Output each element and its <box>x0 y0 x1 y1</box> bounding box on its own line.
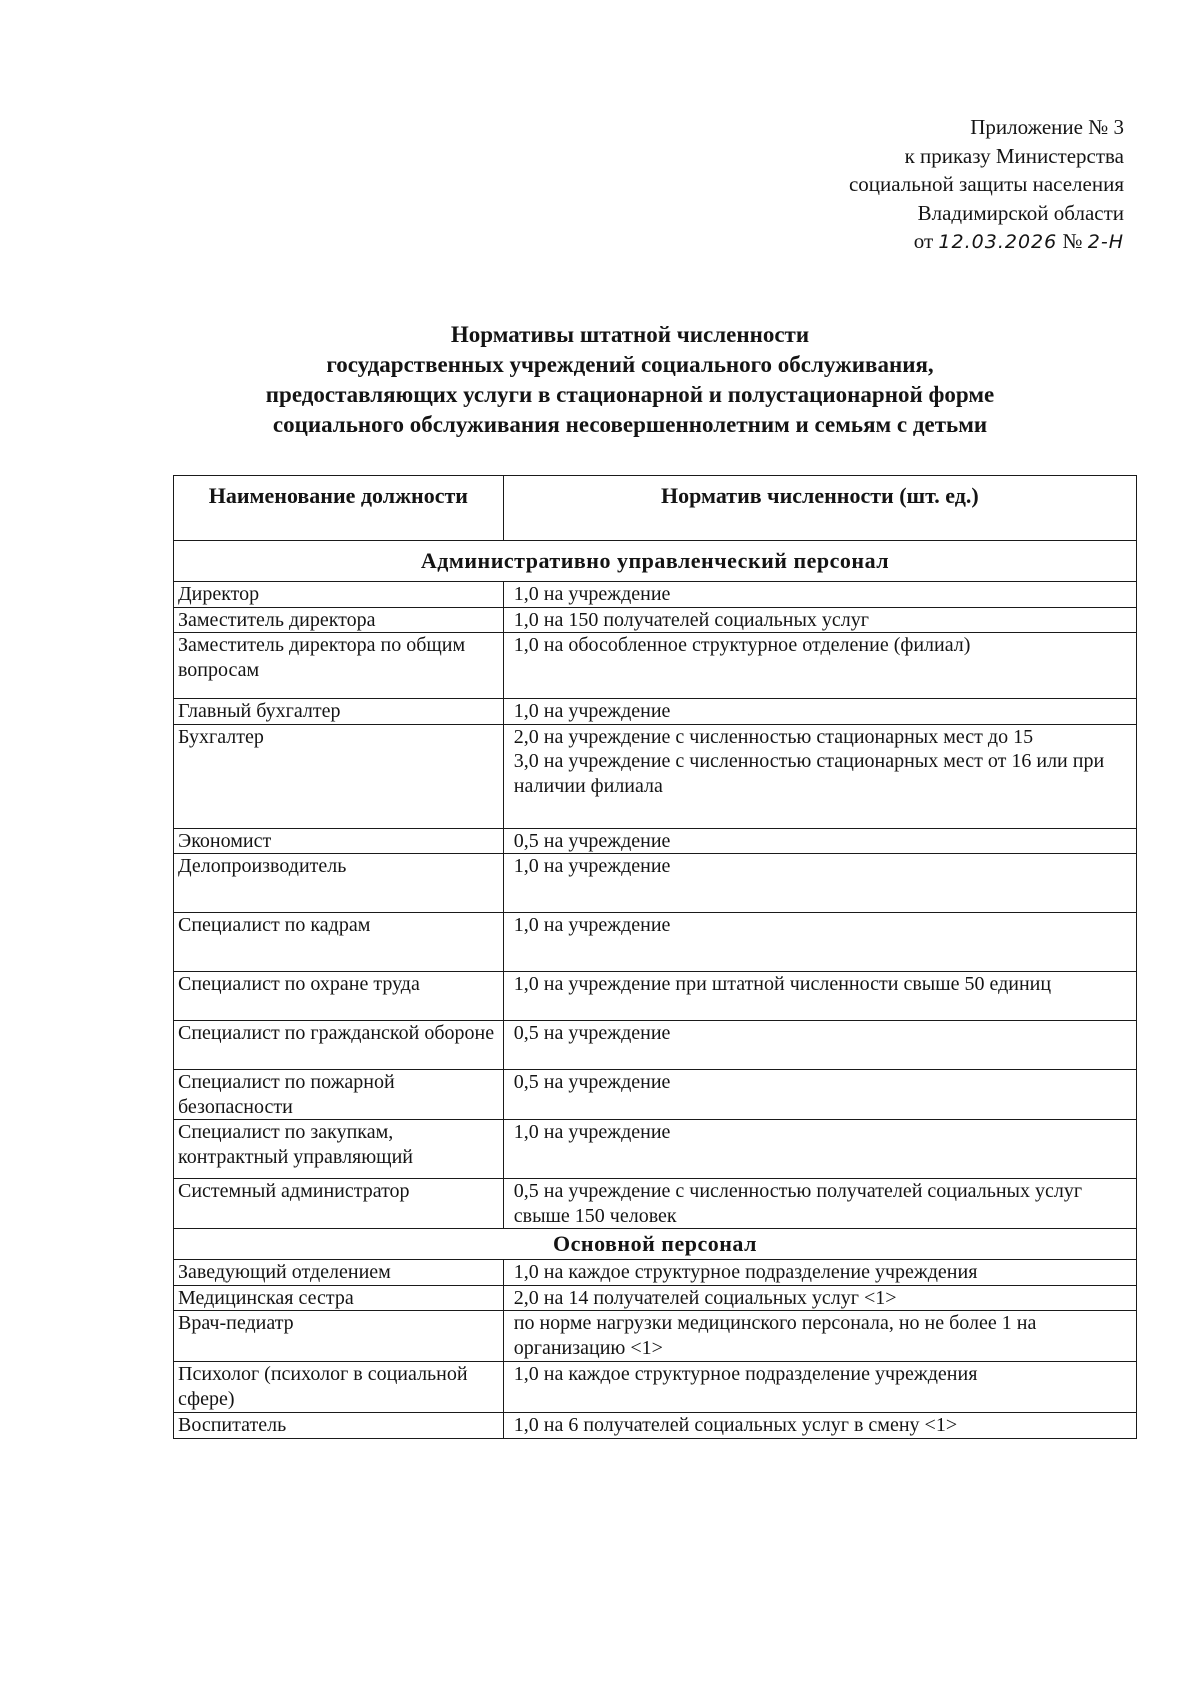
norm-text: 0,5 на учреждение <box>513 1022 671 1044</box>
main-table-row <box>174 1285 1137 1311</box>
norm-text: 1,0 на 6 получателей социальных услуг в смену <1> <box>513 1414 958 1436</box>
appendix-block <box>704 113 1124 257</box>
section-admin-title: Административно управленческий персонал <box>174 541 1137 582</box>
position-cell: Заведующий отделением <box>174 1260 504 1286</box>
norm-text: 1,0 на учреждение при штатной численности свыше 50 единиц <box>513 973 1052 995</box>
main-table-row <box>174 1260 1137 1286</box>
admin-table-row <box>174 724 1137 828</box>
main-table-row <box>174 1311 1137 1362</box>
title-line-3: предоставляющих услуги в стационарной и полустационарной форме <box>265 382 995 407</box>
norm-cell <box>503 972 1136 1021</box>
admin-table-row <box>174 582 1137 608</box>
norm-cell <box>503 607 1136 633</box>
section-main-row <box>174 1229 1137 1260</box>
appendix-line-4: Владимирской области <box>917 200 1124 225</box>
position-cell: Воспитатель <box>174 1413 504 1439</box>
norm-cell <box>503 1179 1136 1229</box>
admin-table-row <box>174 828 1137 854</box>
norm-cell <box>503 1311 1136 1362</box>
norm-cell <box>503 724 1136 828</box>
norm-text: 1,0 на учреждение <box>513 1121 671 1143</box>
position-cell: Главный бухгалтер <box>174 699 504 725</box>
header-position: Наименование должности <box>174 476 504 541</box>
admin-table-row <box>174 607 1137 633</box>
main-table-row <box>174 1362 1137 1413</box>
admin-table-row <box>174 699 1137 725</box>
title-line-1: Нормативы штатной численности <box>450 322 810 347</box>
admin-table-row <box>174 1070 1137 1120</box>
norm-cell <box>503 633 1136 699</box>
norm-text: 1,0 на каждое структурное подразделение учреждения <box>513 1363 978 1385</box>
norm-cell <box>503 699 1136 725</box>
norm-text: 1,0 на обособленное структурное отделение (филиал) <box>513 634 971 656</box>
date-prefix: от <box>913 229 934 253</box>
norm-text: 1,0 на учреждение <box>513 700 671 722</box>
appendix-line-1: Приложение № 3 <box>970 115 1124 139</box>
main-table-row <box>174 1413 1137 1439</box>
position-cell: Делопроизводитель <box>174 854 504 913</box>
section-main-title: Основной персонал <box>174 1229 1137 1260</box>
norm-text: 0,5 на учреждение <box>513 829 671 852</box>
position-cell: Медицинская сестра <box>174 1285 504 1311</box>
norm-text: 1,0 на 150 получателей социальных услуг <box>513 608 869 631</box>
position-cell: Специалист по кадрам <box>174 913 504 972</box>
admin-table-row <box>174 1179 1137 1229</box>
norm-cell <box>503 582 1136 608</box>
position-cell: Специалист по гражданской обороне <box>174 1021 504 1070</box>
admin-table-row <box>174 854 1137 913</box>
document-title <box>150 320 1110 440</box>
norm-text: 2,0 на учреждение с численностью стационарных мест до 15 <box>513 725 1034 748</box>
admin-table-row <box>174 1120 1137 1179</box>
title-line-2: государственных учреждений социального обслуживания, <box>326 352 934 377</box>
norm-text: 0,5 на учреждение с численностью получателей социальных услуг свыше 150 человек <box>513 1180 1083 1227</box>
norm-cell <box>503 1120 1136 1179</box>
admin-table-row <box>174 633 1137 699</box>
position-cell: Специалист по охране труда <box>174 972 504 1021</box>
admin-table-row <box>174 1021 1137 1070</box>
norm-cell <box>503 1285 1136 1311</box>
order-number-handwritten: 2-Н <box>1087 231 1124 253</box>
norm-cell <box>503 1021 1136 1070</box>
title-line-4: социального обслуживания несовершеннолетним и семьям с детьми <box>272 412 988 437</box>
norm-cell <box>503 1070 1136 1120</box>
norm-cell <box>503 828 1136 854</box>
admin-table-row <box>174 913 1137 972</box>
appendix-line-2: к приказу Министерства <box>904 143 1124 168</box>
position-cell: Специалист по пожарной безопасности <box>174 1070 504 1120</box>
position-cell: Врач-педиатр <box>174 1311 504 1362</box>
norm-text: 1,0 на учреждение <box>513 855 671 877</box>
position-cell: Директор <box>174 582 504 608</box>
norm-text: 1,0 на каждое структурное подразделение учреждения <box>513 1261 978 1283</box>
order-date-handwritten: 12.03.2026 <box>938 231 1058 253</box>
appendix-line-3: социальной защиты населения <box>848 172 1124 196</box>
position-cell: Экономист <box>174 828 504 854</box>
number-prefix: № <box>1062 229 1083 253</box>
norm-cell <box>503 1260 1136 1286</box>
position-cell: Заместитель директора по общим вопросам <box>174 633 504 699</box>
header-norm: Норматив численности (шт. ед.) <box>503 476 1136 541</box>
order-date-number-line <box>704 227 1124 257</box>
norm-cell <box>503 1413 1136 1439</box>
norm-text: 0,5 на учреждение <box>513 1071 671 1093</box>
norm-text: по норме нагрузки медицинского персонала, но не более 1 на организацию <1> <box>513 1312 1037 1359</box>
table-header-row <box>174 476 1137 541</box>
norm-text-secondary: 3,0 на учреждение с численностью стационарных мест от 16 или при наличии филиала <box>513 750 1105 797</box>
section-admin-row <box>174 541 1137 582</box>
norm-text: 1,0 на учреждение <box>513 583 671 605</box>
position-cell: Бухгалтер <box>174 724 504 828</box>
norm-cell <box>503 854 1136 913</box>
norm-text: 1,0 на учреждение <box>513 914 671 936</box>
staffing-norms-table <box>173 475 1137 1439</box>
position-cell: Заместитель директора <box>174 607 504 633</box>
position-cell: Специалист по закупкам, контрактный управляющий <box>174 1120 504 1179</box>
position-cell: Психолог (психолог в социальной сфере) <box>174 1362 504 1413</box>
norm-text: 2,0 на 14 получателей социальных услуг <1> <box>513 1286 897 1309</box>
admin-table-row <box>174 972 1137 1021</box>
norm-cell <box>503 1362 1136 1413</box>
position-cell: Системный администратор <box>174 1179 504 1229</box>
norm-cell <box>503 913 1136 972</box>
